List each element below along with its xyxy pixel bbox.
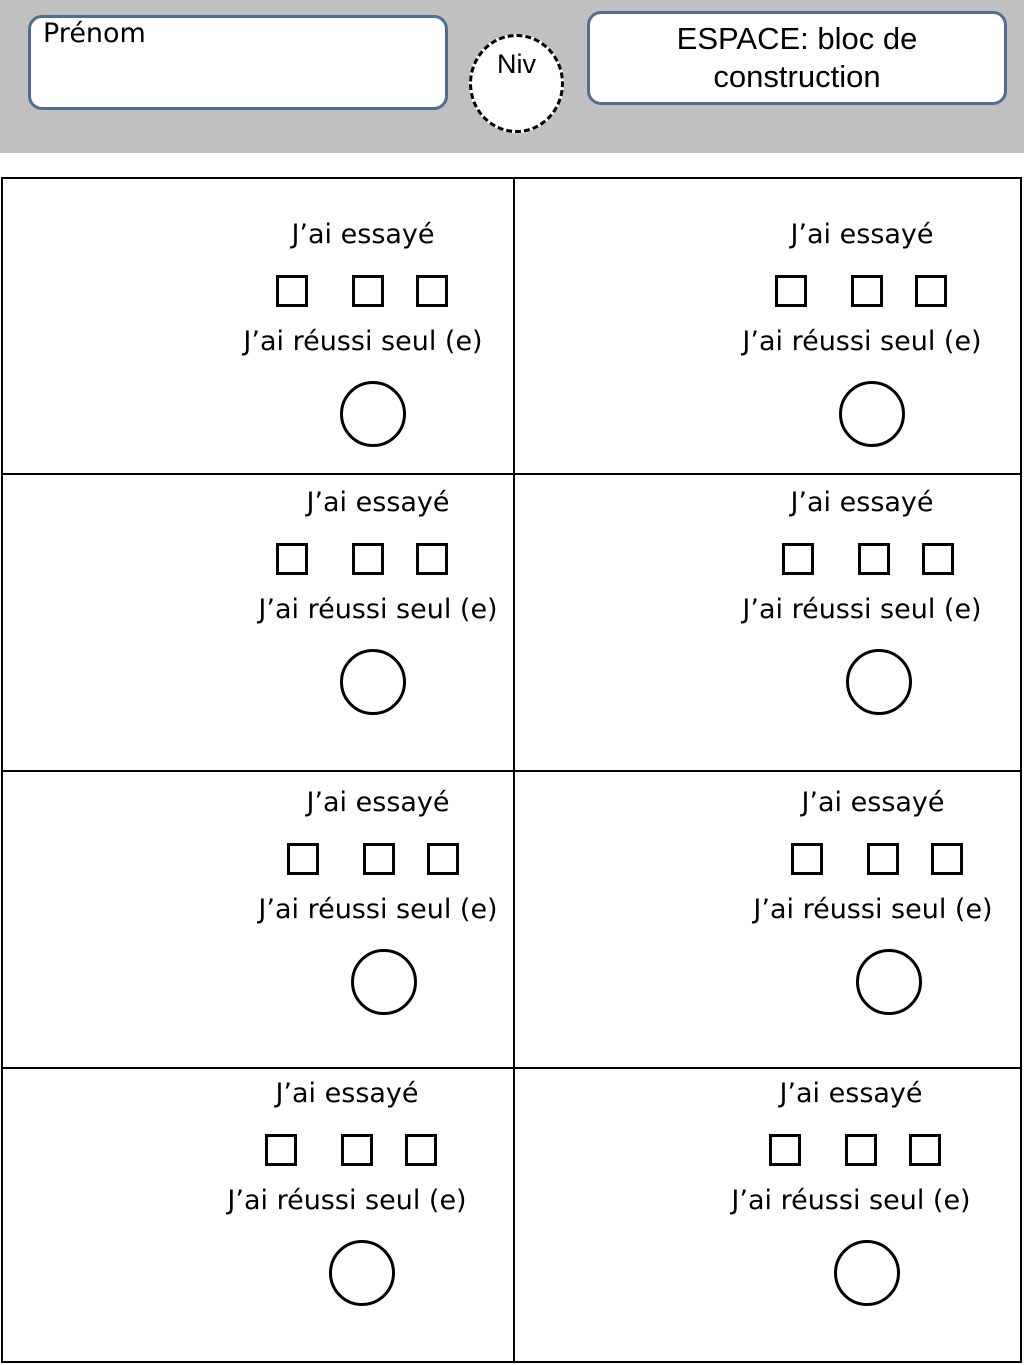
attempt-checkbox[interactable] (276, 275, 308, 307)
evaluation-cell (743, 787, 1003, 1027)
attempt-checkbox[interactable] (782, 543, 814, 575)
tried-label: J’ai essayé (306, 487, 450, 518)
attempt-checkbox[interactable] (931, 843, 963, 875)
name-field[interactable] (28, 15, 448, 110)
attempt-checkbox[interactable] (851, 275, 883, 307)
success-label: J’ai réussi seul (e) (258, 594, 498, 625)
level-badge[interactable] (469, 34, 564, 133)
success-circle[interactable] (856, 949, 922, 1015)
attempt-checkbox[interactable] (276, 543, 308, 575)
evaluation-cell (233, 219, 493, 459)
space-title-box (587, 11, 1007, 105)
tried-label: J’ai essayé (779, 1078, 923, 1109)
grid-horizontal-divider (3, 473, 1020, 475)
evaluation-cell (721, 1078, 981, 1318)
attempt-checkbox[interactable] (909, 1134, 941, 1166)
tried-label: J’ai essayé (790, 219, 934, 250)
name-label: Prénom (43, 18, 146, 49)
success-label: J’ai réussi seul (e) (753, 894, 993, 925)
attempt-checkbox[interactable] (416, 543, 448, 575)
tried-label: J’ai essayé (306, 787, 450, 818)
attempt-checkbox[interactable] (922, 543, 954, 575)
attempt-checkbox[interactable] (363, 843, 395, 875)
success-circle[interactable] (340, 381, 406, 447)
tried-label: J’ai essayé (291, 219, 435, 250)
success-label: J’ai réussi seul (e) (731, 1185, 971, 1216)
success-circle[interactable] (834, 1240, 900, 1306)
success-label: J’ai réussi seul (e) (243, 326, 483, 357)
evaluation-grid (1, 177, 1022, 1363)
grid-horizontal-divider (3, 770, 1020, 772)
attempt-checkbox[interactable] (845, 1134, 877, 1166)
tried-label: J’ai essayé (801, 787, 945, 818)
tried-label: J’ai essayé (275, 1078, 419, 1109)
evaluation-cell (732, 219, 992, 459)
tried-label: J’ai essayé (790, 487, 934, 518)
attempt-checkbox[interactable] (287, 843, 319, 875)
attempt-checkbox[interactable] (265, 1134, 297, 1166)
level-label: Niv (497, 49, 536, 79)
attempt-checkbox[interactable] (405, 1134, 437, 1166)
attempt-checkbox[interactable] (867, 843, 899, 875)
success-label: J’ai réussi seul (e) (258, 894, 498, 925)
success-circle[interactable] (351, 949, 417, 1015)
evaluation-cell (732, 487, 992, 727)
success-label: J’ai réussi seul (e) (227, 1185, 467, 1216)
success-circle[interactable] (846, 649, 912, 715)
attempt-checkbox[interactable] (352, 275, 384, 307)
evaluation-cell (248, 787, 508, 1027)
success-circle[interactable] (340, 649, 406, 715)
success-label: J’ai réussi seul (e) (742, 326, 982, 357)
space-title: ESPACE: bloc de construction (676, 21, 918, 94)
success-circle[interactable] (329, 1240, 395, 1306)
attempt-checkbox[interactable] (352, 543, 384, 575)
attempt-checkbox[interactable] (427, 843, 459, 875)
grid-horizontal-divider (3, 1067, 1020, 1069)
attempt-checkbox[interactable] (341, 1134, 373, 1166)
attempt-checkbox[interactable] (858, 543, 890, 575)
attempt-checkbox[interactable] (769, 1134, 801, 1166)
evaluation-cell (248, 487, 508, 727)
success-circle[interactable] (839, 381, 905, 447)
attempt-checkbox[interactable] (791, 843, 823, 875)
attempt-checkbox[interactable] (915, 275, 947, 307)
evaluation-cell (217, 1078, 477, 1318)
header-bar (0, 0, 1024, 153)
success-label: J’ai réussi seul (e) (742, 594, 982, 625)
attempt-checkbox[interactable] (775, 275, 807, 307)
attempt-checkbox[interactable] (416, 275, 448, 307)
